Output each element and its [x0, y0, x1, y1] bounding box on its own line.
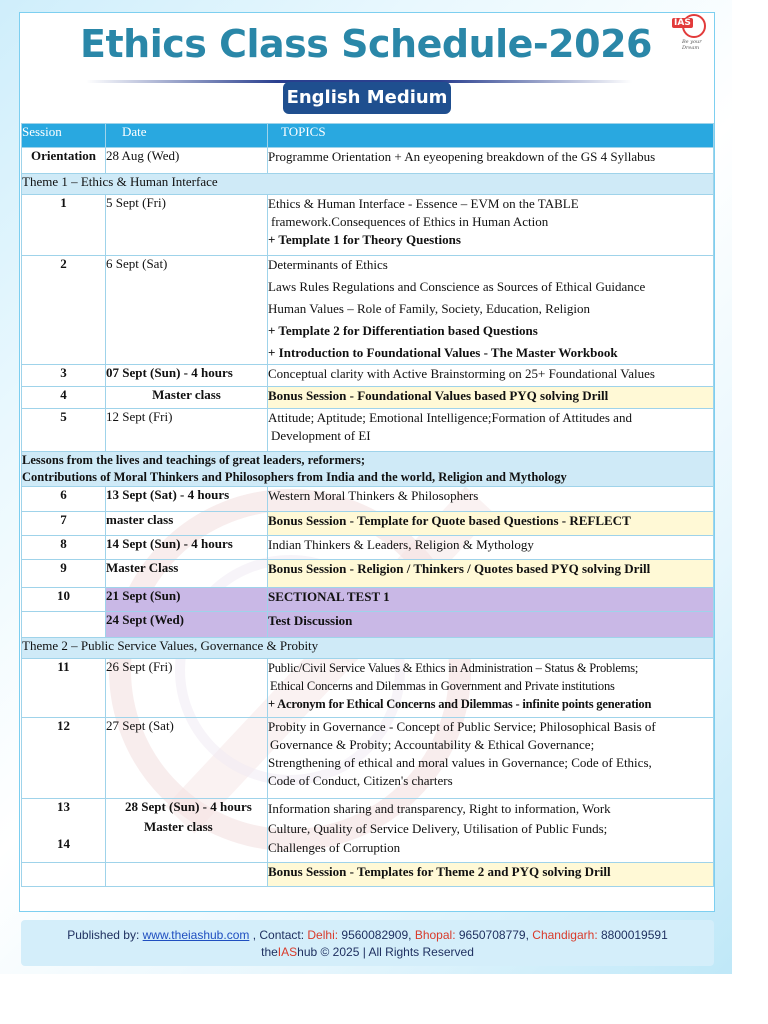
date-cell	[106, 863, 268, 887]
date-line: Master class	[144, 819, 213, 834]
topic-line: Culture, Quality of Service Delivery, Utilisation of Public Funds;	[268, 820, 608, 836]
date-cell: Master class	[106, 387, 268, 409]
topic-cell	[268, 718, 714, 799]
theme-row	[22, 174, 714, 195]
theme-title	[22, 452, 714, 487]
topic-line: Probity in Governance - Concept of Public Service; Philosophical Basis of	[268, 719, 656, 734]
delhi-phone: 9560082909,	[338, 928, 415, 942]
column-header-date: Date	[106, 124, 268, 148]
date-cell: 28 Aug (Wed)	[106, 148, 268, 174]
session-number: 14	[57, 836, 70, 851]
column-header-session: Session	[22, 124, 106, 148]
table-row	[22, 195, 714, 256]
date-cell: 13 Sept (Sat) - 4 hours	[106, 487, 268, 512]
topic-cell	[268, 195, 714, 256]
session-cell: 3	[22, 365, 106, 387]
topic-cell: Conceptual clarity with Active Brainstorming on 25+ Foundational Values	[268, 365, 714, 387]
session-cell: 5	[22, 409, 106, 452]
topic-line: framework.Consequences of Ethics in Human Action	[271, 214, 549, 229]
theme-title: Theme 1 – Ethics & Human Interface	[22, 174, 714, 195]
topic-cell: Indian Thinkers & Leaders, Religion & Mythology	[268, 536, 714, 560]
date-cell: 27 Sept (Sat)	[106, 718, 268, 799]
page-title: Ethics Class Schedule-2026	[80, 22, 652, 66]
brand-logo	[668, 12, 712, 51]
table-row	[22, 560, 714, 588]
topic-line: Information sharing and transparency, Right to information, Work	[268, 801, 611, 816]
brand-suffix: hub © 2025 | All Rights Reserved	[297, 945, 474, 959]
logo-text: IAS	[674, 18, 691, 28]
table-row	[22, 588, 714, 612]
topic-cell: Programme Orientation + An eyeopening breakdown of the GS 4 Syllabus	[268, 148, 714, 174]
topic-cell: Bonus Session - Religion / Thinkers / Quotes based PYQ solving Drill	[268, 560, 714, 588]
topic-line: + Template 1 for Theory Questions	[268, 232, 461, 247]
session-cell: 1	[22, 195, 106, 256]
theme-title: Theme 2 – Public Service Values, Governance & Probity	[22, 638, 714, 659]
bhopal-label: Bhopal:	[414, 928, 456, 942]
theme-title-line: Contributions of Moral Thinkers and Philosophers from India and the world, Religion and Mythology	[22, 470, 567, 484]
topic-line: Ethics & Human Interface - Essence – EVM on the TABLE	[268, 196, 579, 211]
table-row	[22, 365, 714, 387]
session-cell: 11	[22, 659, 106, 718]
session-cell: 4	[22, 387, 106, 409]
topic-line: Determinants of Ethics	[268, 257, 388, 272]
date-cell: 26 Sept (Fri)	[106, 659, 268, 718]
table-row	[22, 387, 714, 409]
session-cell	[22, 612, 106, 638]
date-cell: 12 Sept (Fri)	[106, 409, 268, 452]
topic-line: Ethical Concerns and Dilemmas in Government and Private institutions	[270, 679, 615, 693]
session-cell: 9	[22, 560, 106, 588]
topic-cell: Bonus Session - Templates for Theme 2 and PYQ solving Drill	[268, 863, 714, 887]
session-cell: Orientation	[22, 148, 106, 174]
delhi-label: Delhi:	[307, 928, 339, 942]
session-cell: 8	[22, 536, 106, 560]
topic-line: + Introduction to Foundational Values - The Master Workbook	[268, 345, 618, 360]
date-line: 28 Sept (Sun) - 4 hours	[125, 799, 252, 814]
topic-line: Public/Civil Service Values & Ethics in Administration – Status & Problems;	[268, 661, 639, 675]
table-row	[22, 148, 714, 174]
topic-line: + Template 2 for Differentiation based Questions	[268, 323, 538, 338]
topic-cell	[268, 659, 714, 718]
table-row	[22, 512, 714, 536]
topic-cell	[268, 409, 714, 452]
brand-mid: IAS	[277, 945, 298, 959]
column-header-topics: TOPICS	[268, 124, 714, 148]
date-cell: 14 Sept (Sun) - 4 hours	[106, 536, 268, 560]
session-cell: 10	[22, 588, 106, 612]
topic-line: Code of Conduct, Citizen's charters	[268, 773, 453, 788]
topic-cell: Test Discussion	[268, 612, 714, 638]
topic-cell: Bonus Session - Template for Quote based Questions - REFLECT	[268, 512, 714, 536]
contact-label: , Contact:	[249, 928, 308, 942]
topic-line: Governance & Probity; Accountability & Ethical Governance;	[270, 737, 595, 752]
date-cell: 6 Sept (Sat)	[106, 256, 268, 365]
chandigarh-label: Chandigarh:	[532, 928, 598, 942]
logo-tagline: Be your Dream	[682, 39, 702, 51]
session-number: 13	[57, 799, 70, 814]
footer-band	[21, 920, 714, 966]
table-row	[22, 718, 714, 799]
session-cell: 7	[22, 512, 106, 536]
session-cell: 6	[22, 487, 106, 512]
schedule-table	[21, 123, 714, 887]
medium-badge: English Medium	[283, 82, 451, 114]
date-cell: 21 Sept (Sun)	[106, 588, 268, 612]
topic-line: Human Values – Role of Family, Society, Education, Religion	[268, 301, 590, 316]
published-label: Published by:	[67, 928, 143, 942]
table-row	[22, 256, 714, 365]
chandigarh-phone: 8800019591	[597, 928, 668, 942]
topic-line: Laws Rules Regulations and Conscience as Sources of Ethical Guidance	[268, 279, 646, 294]
topic-line: Strengthening of ethical and moral values in Governance; Code of Ethics,	[268, 755, 652, 770]
date-cell: 24 Sept (Wed)	[106, 612, 268, 638]
date-cell: 07 Sept (Sun) - 4 hours	[106, 365, 268, 387]
topic-line: + Acronym for Ethical Concerns and Dilemmas - infinite points generation	[268, 697, 652, 711]
date-cell: Master Class	[106, 560, 268, 588]
table-row	[22, 659, 714, 718]
topic-line: Development of EI	[271, 428, 371, 443]
date-cell: 5 Sept (Fri)	[106, 195, 268, 256]
topic-cell: Western Moral Thinkers & Philosophers	[268, 487, 714, 512]
bhopal-phone: 9650708779,	[455, 928, 533, 942]
brand-prefix: the	[261, 945, 278, 959]
theme-row	[22, 452, 714, 487]
date-cell: master class	[106, 512, 268, 536]
date-cell	[106, 799, 268, 863]
footer-copyright-line	[21, 945, 714, 959]
session-cell: 2	[22, 256, 106, 365]
topic-cell	[268, 256, 714, 365]
footer-contact-line	[21, 928, 714, 942]
topic-line: Challenges of Corruption	[268, 840, 401, 855]
table-row	[22, 487, 714, 512]
table-row	[22, 799, 714, 863]
table-row	[22, 536, 714, 560]
session-cell: 12	[22, 718, 106, 799]
topic-line: Attitude; Aptitude; Emotional Intelligence;Formation of Attitudes and	[268, 410, 632, 425]
session-cell	[22, 799, 106, 863]
table-row	[22, 612, 714, 638]
topic-cell	[268, 799, 714, 863]
table-header-row	[22, 124, 714, 148]
theme-title-line: Lessons from the lives and teachings of great leaders, reformers;	[22, 453, 365, 467]
website-link[interactable]: www.theiashub.com	[142, 928, 250, 942]
topic-cell: SECTIONAL TEST 1	[268, 588, 714, 612]
table-row	[22, 409, 714, 452]
table-row	[22, 863, 714, 887]
session-cell	[22, 863, 106, 887]
theme-row	[22, 638, 714, 659]
topic-cell: Bonus Session - Foundational Values based PYQ solving Drill	[268, 387, 714, 409]
